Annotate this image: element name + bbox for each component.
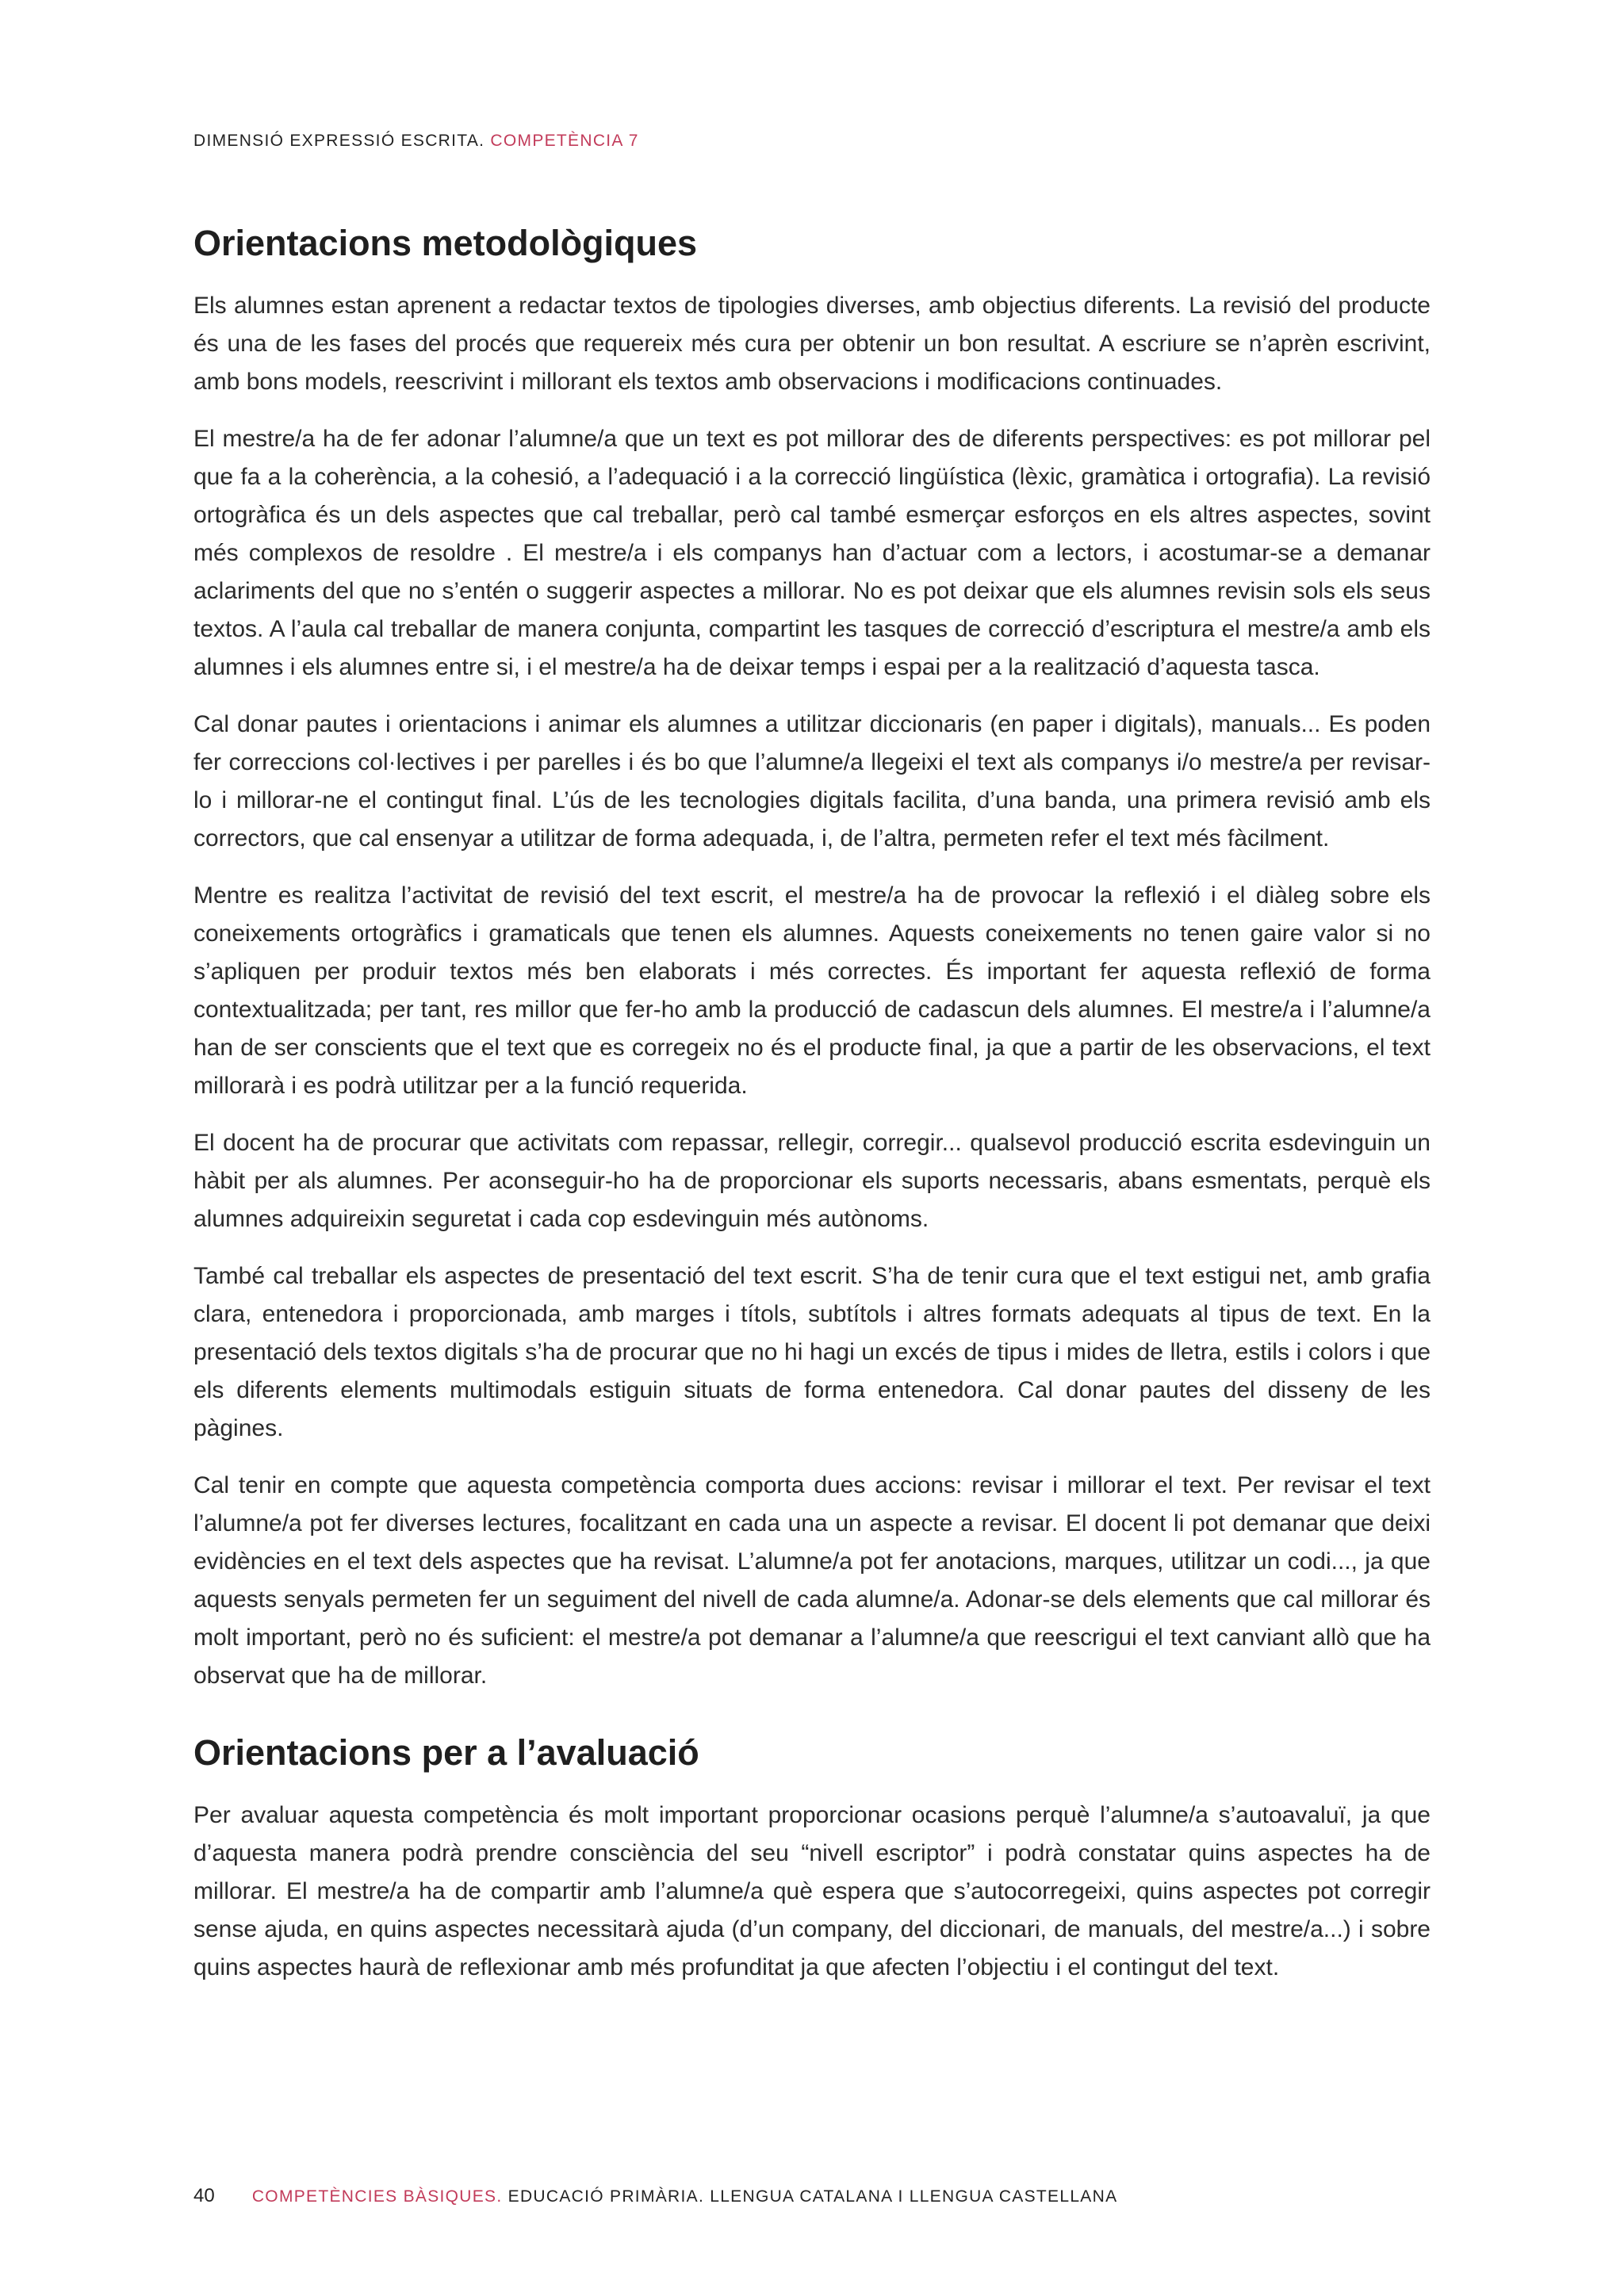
paragraph: El docent ha de procurar que activitats com repassar, rellegir, corregir... qualsevol producció escrita esdevinguin un hàbit per als alumnes. Per aconseguir-ho ha de proporcionar els suports necessaris, abans esmentats, perquè els alumnes adquireixin seguretat i cada cop esdevinguin més autònoms. xyxy=(193,1130,1431,1232)
running-footer xyxy=(193,2185,1117,2207)
page-number: 40 xyxy=(193,2185,215,2206)
header-competence: COMPETÈNCIA 7 xyxy=(490,132,639,150)
paragraph: El mestre/a ha de fer adonar l’alumne/a que un text es pot millorar des de diferents perspectives: es pot millorar pel que fa a la coherència, a la cohesió, a l’adequació i a la correcció lingüística (lèxic, gramàtica i ortografia). La revisió ortogràfica és un dels aspectes que cal treballar, però cal també esmerçar esforços en els altres aspectes, sovint més complexos de resoldre . El mestre/a i els companys han d’actuar com a lectors, i acostumar-se a demanar aclariments del que no s’entén o suggerir aspectes a millorar. No es pot deixar que els alumnes revisin sols els seus textos. A l’aula cal treballar de manera conjunta, compartint les tasques de correcció d’escriptura el mestre/a amb els alumnes i els alumnes entre si, i el mestre/a ha de deixar temps i espai per a la realització d’aquesta tasca. xyxy=(193,426,1431,680)
paragraph: Cal donar pautes i orientacions i animar els alumnes a utilitzar diccionaris (en paper i digitals), manuals... Es poden fer correccions col·lectives i per parelles i és bo que l’alumne/a llegeixi el text als companys i/o mestre/a per revisar-lo i millorar-ne el contingut final. L’ús de les tecnologies digitals facilita, d’una banda, una primera revisió amb els correctors, que cal ensenyar a utilitzar de forma adequada, i, de l’altra, permeten refer el text més fàcilment. xyxy=(193,711,1431,851)
paragraph: Cal tenir en compte que aquesta competència comporta dues accions: revisar i millorar el text. Per revisar el text l’alumne/a pot fer diverses lectures, focalitzant en cada una un aspecte a revisar. El docent li pot demanar que deixi evidències en el text dels aspectes que ha revisat. L’alumne/a pot fer anotacions, marques, utilitzar un codi..., ja que aquests senyals permeten fer un seguiment del nivell de cada alumne/a. Adonar-se dels elements que cal millorar és molt important, però no és suficient: el mestre/a pot demanar a l’alumne/a que reescrigui el text canviant allò que ha observat que ha de millorar. xyxy=(193,1472,1431,1689)
main-content xyxy=(193,222,1431,2006)
paragraph: També cal treballar els aspectes de presentació del text escrit. S’ha de tenir cura que el text estigui net, amb grafia clara, entenedora i proporcionada, amb marges i títols, subtítols i altres formats adequats al tipus de text. En la presentació dels textos digitals s’ha de procurar que no hi hagi un excés de tipus i mides de lletra, estils i colors i que els diferents elements multimodals estiguin situats de forma entenedora. Cal donar pautes del disseny de les pàgines. xyxy=(193,1263,1431,1441)
paragraph: Mentre es realitza l’activitat de revisió del text escrit, el mestre/a ha de provocar la reflexió i el diàleg sobre els coneixements ortogràfics i gramaticals que tenen els alumnes. Aquests coneixements no tenen gaire valor si no s’apliquen per produir textos més ben elaborats i més correctes. És important fer aquesta reflexió de forma contextualitzada; per tant, res millor que fer-ho amb la producció de cadascun dels alumnes. El mestre/a i l’alumne/a han de ser conscients que el text que es corregeix no és el producte final, ja que a partir de les observacions, el text millorarà i es podrà utilitzar per a la funció requerida. xyxy=(193,882,1431,1099)
running-header xyxy=(193,132,639,151)
paragraph: Els alumnes estan aprenent a redactar textos de tipologies diverses, amb objectius diferents. La revisió del producte és una de les fases del procés que requereix més cura per obtenir un bon resultat. A escriure se n’aprèn escrivint, amb bons models, reescrivint i millorant els textos amb observacions i modificacions continuades. xyxy=(193,293,1431,395)
paragraph: Per avaluar aquesta competència és molt important proporcionar ocasions perquè l’alumne/a s’autoavaluï, ja que d’aquesta manera podrà prendre consciència del seu “nivell escriptor” i podrà constatar quins aspectes ha de millorar. El mestre/a ha de compartir amb l’alumne/a què espera que s’autocorregeixi, quins aspectes pot corregir sense ajuda, en quins aspectes necessitarà ajuda (d’un company, del diccionari, de manuals, del mestre/a...) i sobre quins aspectes haurà de reflexionar amb més profunditat ja que afecten l’objectiu i el contingut del text. xyxy=(193,1802,1431,1980)
section-heading-evaluation: Orientacions per a l’avaluació xyxy=(193,1732,699,1773)
footer-series: COMPETÈNCIES BÀSIQUES. xyxy=(251,2187,503,2206)
section-heading-methodology: Orientacions metodològiques xyxy=(193,223,698,263)
header-section: DIMENSIÓ EXPRESSIÓ ESCRITA. xyxy=(193,132,485,150)
footer-subtitle: EDUCACIÓ PRIMÀRIA. LLENGUA CATALANA I LLENGUA CASTELLANA xyxy=(508,2187,1118,2206)
